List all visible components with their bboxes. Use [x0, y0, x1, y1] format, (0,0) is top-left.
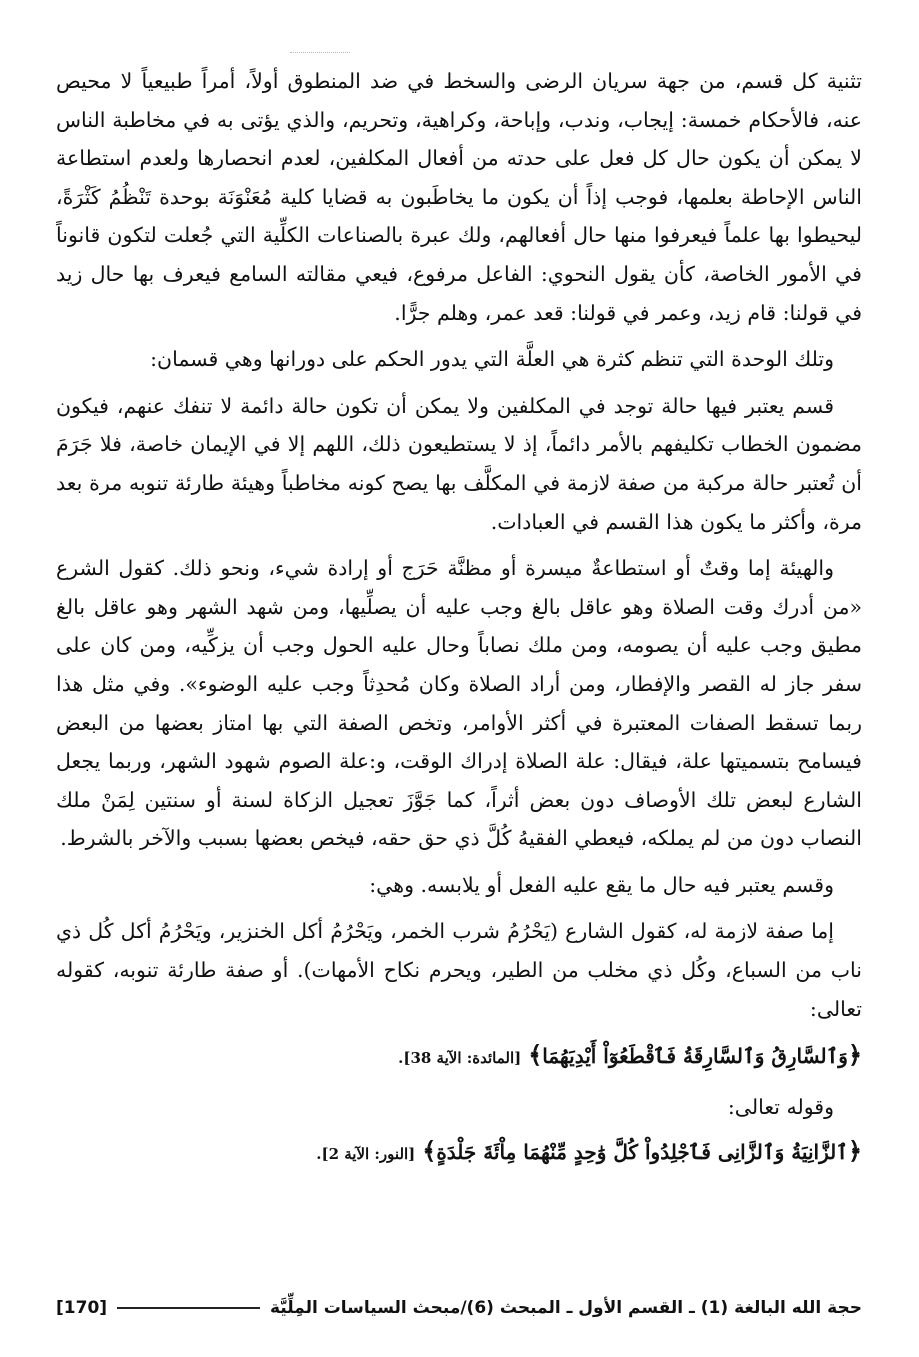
verse-reference: [المائدة: الآية 38].	[398, 1049, 522, 1068]
verse-reference: [النور: الآية 2].	[316, 1145, 416, 1164]
page-footer	[56, 1298, 862, 1318]
paragraph: وتلك الوحدة التي تنظم كثرة هي العلَّة التي يدور الحكم على دورانها وهي قسمان:	[150, 347, 834, 372]
paragraph: إما صفة لازمة له، كقول الشارع (يَحْرُمُ شرب الخمر، ويَحْرُمُ أكل الخنزير، ويَحْرُمُ أكل كُل ذي ناب من السباع، وكُل ذي مخلب من الطير، ويحرم نكاح الأمهات). أو صفة طارئة تنوبه، كقوله تعالى:	[56, 919, 862, 1021]
scan-mark	[290, 52, 350, 53]
footer-rule	[117, 1307, 260, 1309]
paragraph: قسم يعتبر فيها حالة توجد في المكلفين ولا يمكن أن تكون حالة دائمة لا تنفك عنهم، فيكون مضمون الخطاب تكليفهم بالأمر دائماً، إذ لا يستطيعون ذلك، اللهم إلا في الإيمان خاصة، فلا جَرَمَ أن تُعتبر حالة مركبة من صفة لازمة في المكلَّف بها يصح كونه مخاطباً وهيئة طارئة تنوبه مرة بعد مرة، وأكثر ما يكون هذا القسم في العبادات.	[56, 393, 862, 534]
quran-verse-2	[56, 1132, 862, 1174]
running-title: حجة الله البالغة (1) ـ القسم الأول ـ المبحث (6)/مبحث السياسات المِلِّيَّة	[269, 1298, 862, 1318]
verse-open-bracket: ﴿	[847, 1040, 862, 1070]
verse-close-bracket: ﴾	[422, 1136, 437, 1166]
paragraph: تثنية كل قسم، من جهة سريان الرضى والسخط في ضد المنطوق أولاً، أمراً طبيعياً لا محيص عنه، فالأحكام خمسة: إيجاب، وندب، وإباحة، وكراهية، وتحريم، والذي يؤتى به في مخاطبة الناس لا يمكن أن يكون حال كل فعل على حدته من أفعال المكلفين، لعدم انحصارها ولعدم استطاعة الناس الإحاطة بعلمها، فوجب إذاً أن يكون ما يخاطَبون به قضايا كلية مُعَنْوَنَة بوحدة تَنْظُمُ كَثْرَةً، ليحيطوا بها علماً فيعرفوا منها حال أفعالهم، ولك عبرة بالصناعات الكلِّية التي جُعلت لتكون قانوناً في الأمور الخاصة، كأن يقول النحوي: الفاعل مرفوع، فيعي مقالته السامع فيعرف بها حال زيد في قولنا: قام زيد، وعمر في قولنا: قعد عمر، وهلم جرًّا.	[56, 69, 862, 325]
verse-lead: وقوله تعالى:	[727, 1094, 834, 1119]
verse-text: وَٱلسَّارِقُ وَٱلسَّارِقَةُ فَٱقْطَعُوٓاْ أَيْدِيَهُمَا	[542, 1044, 848, 1069]
page-number: [170]	[56, 1298, 108, 1318]
verse-open-bracket: ﴿	[847, 1136, 862, 1166]
verse-close-bracket: ﴾	[528, 1040, 543, 1070]
quran-verse-1	[56, 1036, 862, 1078]
paragraph: والهيئة إما وقتٌ أو استطاعةٌ ميسرة أو مظنَّة حَرَج أو إرادة شيء، ونحو ذلك. كقول الشرع «من أدرك وقت الصلاة وهو عاقل بالغ وجب عليه أن يصلِّيها، ومن شهد الشهر وهو عاقل بالغ مطيق وجب عليه أن يصومه، ومن ملك نصاباً وحال عليه الحول وجب أن يزكِّيه، ومن كان على سفر جاز له القصر والإفطار، ومن أراد الصلاة وكان مُحدِثاً وجب عليه الوضوء». وفي مثل هذا ربما تسقط الصفات المعتبرة في أكثر الأوامر، وتخص الصفة التي بها امتاز بعضها من البعض فيسامح بتسميتها علة، فيقال: علة الصلاة إدراك الوقت، و:علة الصوم شهود الشهر، وربما يجعل الشارع لبعض تلك الأوصاف دون بعض أثراً، كما جَوَّزَ تعجيل الزكاة لسنة أو سنتين لِمَنْ ملك النصاب دون من لم يملكه، فيعطي الفقيهُ كُلَّ ذي حق حقه، فيخص بعضها بسبب والآخر بالشرط.	[56, 556, 862, 851]
paragraph: وقسم يعتبر فيه حال ما يقع عليه الفعل أو يلابسه. وهي:	[369, 872, 834, 897]
verse-text: ٱلزَّانِيَةُ وَٱلزَّانِى فَٱجْلِدُواْ كُلَّ وَٰحِدٍ مِّنْهُمَا مِاْئَةَ جَلْدَةٍ	[436, 1140, 848, 1165]
page-body	[56, 62, 862, 1184]
